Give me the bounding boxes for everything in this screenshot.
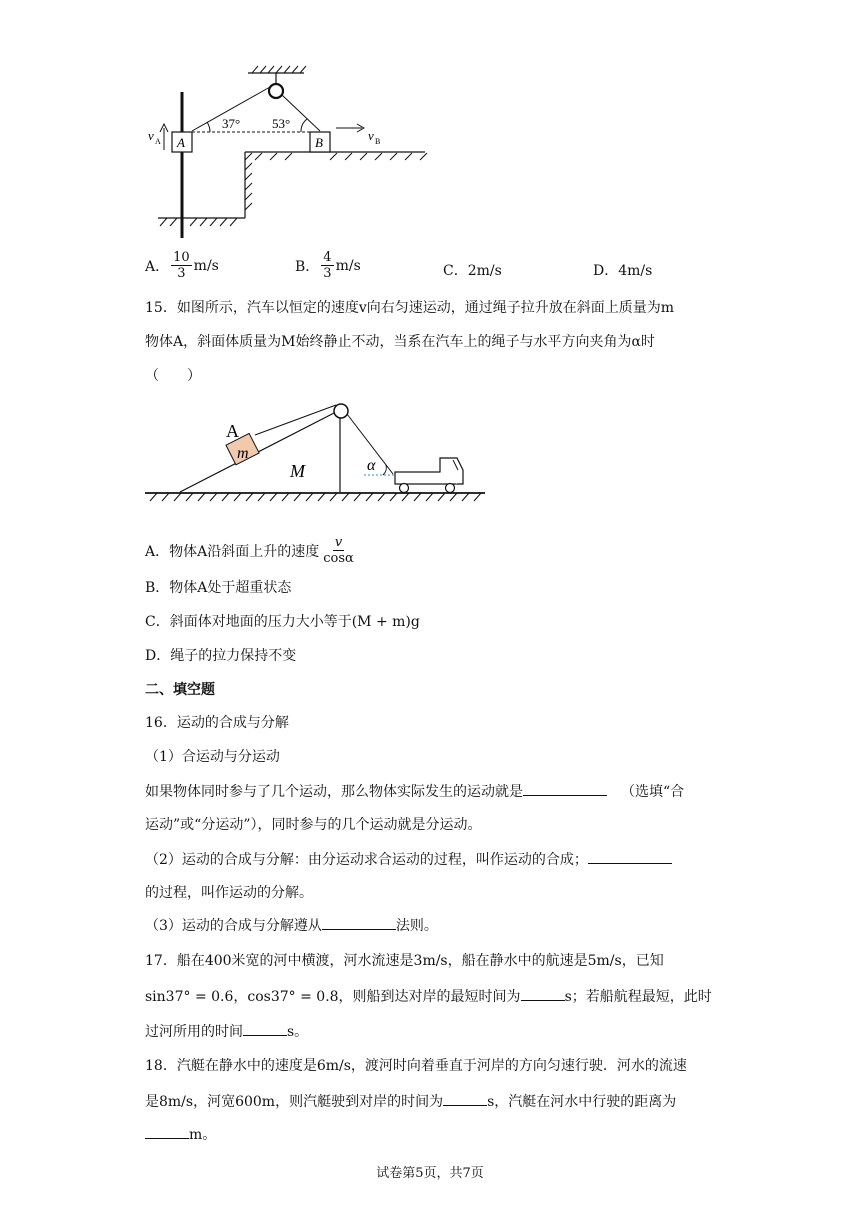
q15-line-3: （ ） (145, 368, 201, 384)
section-title-fill-in: 二、填空题 (145, 682, 215, 698)
q18-line-2: 是8m/s，河宽600m，则汽艇驶到对岸的时间为 s，汽艇在河水中行驶的距离为 (145, 1091, 676, 1112)
q15-option-a-fraction: $\frac{v}{\cos\alpha}$ (323, 535, 354, 566)
q16-blank-1[interactable] (523, 781, 607, 796)
q16-blank-3[interactable] (322, 915, 396, 930)
q15-option-a: A．物体A沿斜面上升的速度 $\frac{v}{\cos\alpha}$ (145, 535, 354, 566)
velocity-a-label: v (148, 128, 154, 143)
q14-option-d: D．4m/s (593, 263, 653, 279)
q14-option-a-fraction: $\frac{10}{3}$ (173, 250, 190, 281)
q16-blank-2[interactable] (588, 849, 672, 864)
incline-mass-M: M (290, 461, 305, 481)
q18-line-3: m。 (145, 1124, 216, 1145)
q15-line-1: 15．如图所示，汽车以恒定的速度v向右匀速运动，通过绳子拉升放在斜面上质量为m (145, 300, 674, 316)
velocity-b-sub: B (375, 137, 381, 146)
q15-line-2: 物体A，斜面体质量为M始终静止不动，当系在汽车上的绳子与水平方向夹角为α时 (145, 334, 655, 350)
q18-line-1: 18．汽艇在静水中的速度是6m/s，渡河时向着垂直于河岸的方向匀速行驶．河水的流速 (145, 1058, 687, 1074)
q18-blank-1[interactable] (443, 1091, 487, 1106)
block-mass-m: m (237, 445, 249, 462)
figure-pulley-blocks (140, 60, 440, 245)
q16-line-3: （2）运动的合成与分解：由分运动求合运动的过程，叫作运动的合成； (145, 849, 672, 870)
q15-option-d: D．绳子的拉力保持不变 (145, 648, 297, 664)
q14-option-b-fraction: $\frac{4}{3}$ (323, 250, 332, 281)
q15-option-c: C．斜面体对地面的压力大小等于(M + m)g (145, 614, 420, 630)
q16-sub-1: （1）合运动与分运动 (145, 749, 280, 765)
q17-line-3: 过河所用的时间 s。 (145, 1021, 308, 1042)
q15-option-b: B．物体A处于超重状态 (145, 580, 292, 596)
q16-line-1: 如果物体同时参与了几个运动，那么物体实际发生的运动就是 （选填“合 (145, 781, 684, 802)
figure-incline-truck (140, 400, 490, 505)
velocity-b-label: v (368, 128, 374, 143)
angle-37-label: 37° (222, 116, 241, 131)
q14-option-a: A． $\frac{10}{3}$ m/s (145, 250, 219, 281)
page-footer: 试卷第5页，共7页 (376, 1166, 484, 1181)
velocity-a-sub: A (155, 137, 161, 146)
q14-option-c: C．2m/s (443, 263, 502, 279)
q14-option-b: B． $\frac{4}{3}$ m/s (295, 250, 361, 281)
q17-line-1: 17．船在400米宽的河中横渡，河水流速是3m/s，船在静水中的航速是5m/s，已知 (145, 953, 664, 969)
q17-line-2: sin37° = 0.6，cos37° = 0.8，则船到达对岸的最短时间为 s；若船航程最短，此时 (145, 986, 712, 1007)
q17-blank-2[interactable] (243, 1021, 287, 1036)
angle-alpha-label: α (367, 457, 376, 474)
q16-line-5: （3）运动的合成与分解遵从 法则。 (145, 915, 438, 936)
block-b-label: B (315, 135, 323, 150)
block-a-label: A (177, 135, 185, 150)
q16-line-4: 的过程，叫作运动的分解。 (145, 885, 313, 901)
angle-53-label: 53° (272, 116, 291, 131)
q18-blank-2[interactable] (145, 1124, 189, 1139)
q16-title: 16．运动的合成与分解 (145, 715, 289, 731)
q17-blank-1[interactable] (521, 986, 565, 1001)
block-a-letter: A (226, 421, 239, 441)
q16-line-2: 运动”或“分运动”），同时参与的几个运动就是分运动。 (145, 817, 482, 833)
